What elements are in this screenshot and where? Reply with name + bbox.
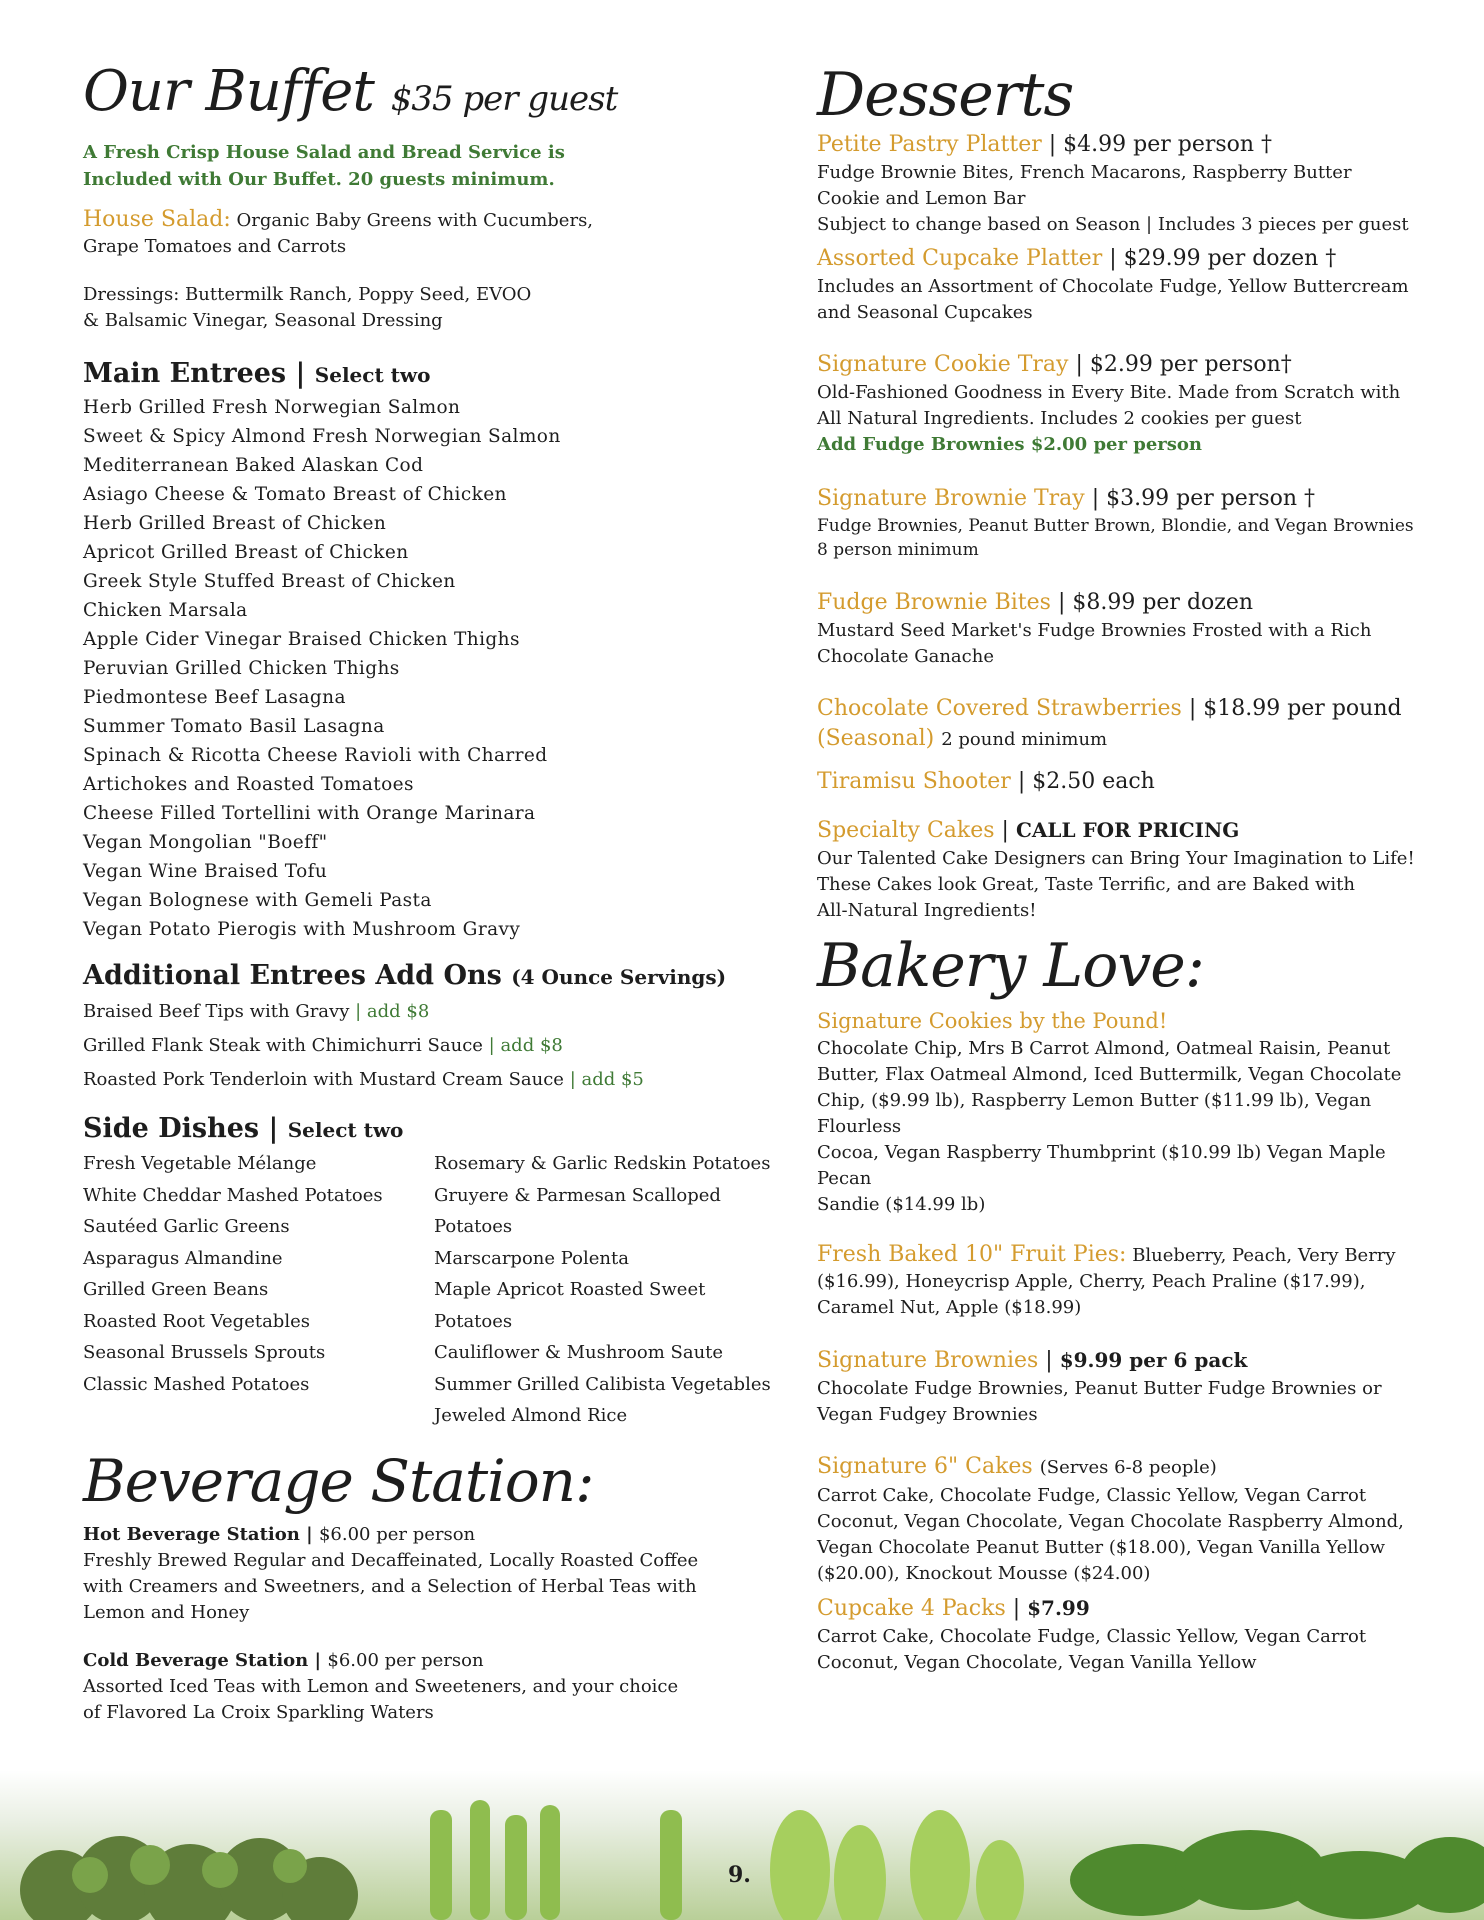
cold-beverage-price: $6.00 per person [327, 1649, 484, 1671]
side-item: Gruyere & Parmesan Scalloped [434, 1184, 721, 1206]
desc-line: Subject to change based on Season | Includes 3 pieces per guest [817, 214, 1409, 235]
item-price: CALL FOR PRICING [1015, 818, 1240, 842]
house-salad-text: Organic Baby Greens with Cucumbers, [236, 210, 594, 231]
right-column [817, 60, 1442, 1676]
signature-brownies-heading: Signature Brownies | $9.99 per 6 pack [817, 1348, 1248, 1373]
sides-title: Side Dishes [83, 1113, 260, 1144]
desc-line: Coconut, Vegan Chocolate, Vegan Vanilla Yellow [817, 1652, 1257, 1673]
cupcake-4-packs-heading: Cupcake 4 Packs | $7.99 [817, 1596, 1090, 1621]
desc-line: Butter, Flax Oatmeal Almond, Iced Buttermilk, Vegan Chocolate [817, 1064, 1402, 1085]
house-salad-text: Grape Tomatoes and Carrots [83, 236, 347, 257]
vegetables-illustration [0, 1770, 1484, 1920]
addons-title: Additional Entrees Add Ons [83, 960, 502, 991]
item-name: Chocolate Covered Strawberries [817, 696, 1182, 721]
addon-price: add $8 [500, 1035, 563, 1056]
addon-list [83, 995, 783, 1097]
desc-line: Carrot Cake, Chocolate Fudge, Classic Yellow, Vegan Carrot [817, 1485, 1367, 1506]
item-desc [817, 160, 1442, 238]
bakery-heading: Bakery Love: [817, 931, 1204, 1001]
desc-line: Vegan Fudgey Brownies [817, 1404, 1038, 1425]
buffet-price: $35 per guest [390, 79, 618, 119]
entree-item: Mediterranean Baked Alaskan Cod [83, 455, 424, 476]
item-price: $18.99 per pound [1203, 696, 1402, 721]
beverage-line: of Flavored La Croix Sparkling Waters [83, 1701, 434, 1723]
entree-list [83, 393, 783, 944]
entree-item: Peruvian Grilled Chicken Thighs [83, 658, 400, 679]
item-name: Signature 6" Cakes [817, 1454, 1033, 1479]
item-name: Tiramisu Shooter [817, 769, 1011, 794]
addon-item: Braised Beef Tips with Gravy | add $8 [83, 1001, 430, 1022]
desc-line: Chocolate Ganache [817, 646, 994, 667]
desc-line: Mustard Seed Market's Fudge Brownies Frosted with a Rich [817, 620, 1372, 641]
item-price: $2.99 per person† [1089, 352, 1292, 377]
side-item: Cauliflower & Mushroom Saute [434, 1342, 724, 1363]
main-entrees-heading: Main Entrees | Select two [83, 358, 431, 389]
side-item: Maple Apricot Roasted Sweet Potatoes [434, 1279, 706, 1332]
desc-line: and Seasonal Cupcakes [817, 302, 1033, 323]
buffet-intro-line: Included with Our Buffet. 20 guests minimum. [83, 169, 555, 190]
item-price: $29.99 per dozen † [1123, 246, 1337, 271]
side-item: Potatoes [434, 1216, 513, 1237]
desc-line: All Natural Ingredients. Includes 2 cookies per guest [817, 408, 1302, 429]
entree-item: Herb Grilled Breast of Chicken [83, 513, 387, 534]
cookie-tray-heading: Signature Cookie Tray | $2.99 per person† [817, 352, 1292, 377]
side-item: Fresh Vegetable Mélange [83, 1153, 317, 1174]
entree-item: Vegan Potato Pierogis with Mushroom Gravy [83, 919, 521, 940]
side-item: White Cheddar Mashed Potatoes [83, 1184, 383, 1206]
entree-item: Apricot Grilled Breast of Chicken [83, 542, 409, 563]
entree-item: Vegan Wine Braised Tofu [83, 861, 328, 882]
entree-item: Summer Tomato Basil Lasagna [83, 716, 385, 737]
addon-name: Roasted Pork Tenderloin with Mustard Cream Sauce [83, 1069, 564, 1090]
vegetable-footer-image [0, 1770, 1484, 1920]
item-desc [817, 846, 1442, 924]
petite-pastry-heading: Petite Pastry Platter | $4.99 per person † [817, 132, 1273, 157]
dressings-text: & Balsamic Vinegar, Seasonal Dressing [83, 310, 443, 331]
addon-item: Grilled Flank Steak with Chimichurri Sauce | add $8 [83, 1035, 563, 1056]
sides-column [83, 1148, 434, 1432]
item-desc [817, 514, 1442, 562]
item-desc [817, 1624, 1442, 1676]
item-desc [817, 618, 1442, 670]
desc-line: Includes an Assortment of Chocolate Fudge, Yellow Buttercream [817, 276, 1409, 297]
beverage-line: Assorted Iced Teas with Lemon and Sweeteners, and your choice [83, 1675, 679, 1697]
item-price: $2.50 each [1032, 769, 1155, 794]
side-item: Summer Grilled Calibista Vegetables [434, 1373, 771, 1395]
buffet-heading [83, 60, 783, 131]
addon-price: add $5 [581, 1069, 644, 1090]
hot-beverage-desc [83, 1548, 783, 1626]
main-entrees-title: Main Entrees [83, 358, 287, 389]
tiramisu-heading: Tiramisu Shooter | $2.50 each [817, 769, 1155, 794]
addon-item: Roasted Pork Tenderloin with Mustard Cream Sauce | add $5 [83, 1069, 644, 1090]
house-salad-label: House Salad: [83, 207, 231, 232]
side-item: Seasonal Brussels Sprouts [83, 1342, 326, 1363]
desc-line: ($20.00), Knockout Mousse ($24.00) [817, 1563, 1151, 1584]
signature-cakes-heading [817, 1452, 1442, 1483]
sides-heading: Side Dishes | Select two [83, 1113, 404, 1144]
desserts-heading: Desserts [817, 60, 1074, 130]
dressings-text: Dressings: Buttermilk Ranch, Poppy Seed, EVOO [83, 284, 532, 305]
side-item: Sautéed Garlic Greens [83, 1216, 290, 1237]
house-salad [83, 207, 783, 234]
desc-line: 8 person minimum [817, 540, 979, 560]
side-item: Rosemary & Garlic Redskin Potatoes [434, 1153, 771, 1174]
item-price: $3.99 per person † [1106, 486, 1316, 511]
item-name: Specialty Cakes [817, 818, 995, 843]
desc-line: Old-Fashioned Goodness in Every Bite. Made from Scratch with [817, 382, 1401, 403]
item-name: Cupcake 4 Packs [817, 1596, 1006, 1621]
page-number: 9. [728, 1862, 751, 1888]
cold-beverage-name: Cold Beverage Station [83, 1649, 309, 1671]
desc-line: Our Talented Cake Designers can Bring Your Imagination to Life! [817, 848, 1415, 869]
entree-item: Artichokes and Roasted Tomatoes [83, 774, 414, 795]
beverage-heading: Beverage Station: [83, 1446, 594, 1515]
item-name: Fudge Brownie Bites [817, 590, 1051, 615]
side-item: Grilled Green Beans [83, 1279, 269, 1300]
entree-item: Piedmontese Beef Lasagna [83, 687, 346, 708]
item-desc [817, 380, 1442, 432]
entree-item: Vegan Bolognese with Gemeli Pasta [83, 890, 432, 911]
cupcake-platter-heading: Assorted Cupcake Platter | $29.99 per dozen † [817, 246, 1337, 271]
side-item: Classic Mashed Potatoes [83, 1373, 310, 1395]
item-note: (Serves 6-8 people) [1039, 1457, 1217, 1478]
entree-item: Cheese Filled Tortellini with Orange Marinara [83, 803, 536, 824]
desc-line: Vegan Chocolate Peanut Butter ($18.00), Vegan Vanilla Yellow [817, 1537, 1386, 1558]
item-note: 2 pound minimum [941, 729, 1108, 750]
item-desc [817, 1376, 1442, 1428]
desc-line: Fudge Brownies, Peanut Butter Brown, Blondie, and Vegan Brownies [817, 516, 1414, 536]
specialty-cakes-heading: Specialty Cakes | CALL FOR PRICING [817, 818, 1240, 843]
item-name: Petite Pastry Platter [817, 132, 1042, 157]
desc-line: Coconut, Vegan Chocolate, Vegan Chocolate Raspberry Almond, [817, 1511, 1404, 1532]
item-desc [817, 1269, 1442, 1321]
entree-item: Asiago Cheese & Tomato Breast of Chicken [83, 484, 507, 505]
item-price: $7.99 [1027, 1596, 1090, 1620]
cold-beverage-title: Cold Beverage Station | $6.00 per person [83, 1649, 484, 1671]
entree-item: Vegan Mongolian "Boeff" [83, 832, 328, 853]
desc-line: Chocolate Fudge Brownies, Peanut Butter Fudge Brownies or [817, 1378, 1382, 1399]
addon-price: add $8 [366, 1001, 430, 1022]
desc-line: Chip, ($9.99 lb), Raspberry Lemon Butter ($11.99 lb), Vegan Flourless [817, 1090, 1372, 1137]
addon-name: Braised Beef Tips with Gravy [83, 1001, 350, 1022]
item-desc: Blueberry, Peach, Very Berry [1132, 1245, 1396, 1266]
fudge-bites-heading: Fudge Brownie Bites | $8.99 per dozen [817, 590, 1254, 615]
desc-line: Chocolate Chip, Mrs B Carrot Almond, Oatmeal Raisin, Peanut [817, 1038, 1391, 1059]
side-item: Roasted Root Vegetables [83, 1310, 310, 1332]
desc-line: Cocoa, Vegan Raspberry Thumbprint ($10.99 lb) Vegan Maple Pecan [817, 1142, 1386, 1189]
desc-line: Sandie ($14.99 lb) [817, 1194, 986, 1215]
side-item: Jeweled Almond Rice [434, 1405, 628, 1426]
fruit-pies [817, 1242, 1442, 1269]
sides-subtitle: Select two [287, 1118, 404, 1142]
cold-beverage-desc [83, 1674, 783, 1726]
strawberries-note [817, 724, 1442, 755]
brownie-tray-heading: Signature Brownie Tray | $3.99 per person † [817, 486, 1316, 511]
entree-item: Sweet & Spicy Almond Fresh Norwegian Salmon [83, 426, 561, 447]
addons-subtitle: (4 Ounce Servings) [511, 965, 727, 989]
desc-line: Fudge Brownie Bites, French Macarons, Raspberry Butter [817, 162, 1352, 183]
entree-item: Chicken Marsala [83, 600, 248, 621]
item-name: Signature Brownie Tray [817, 486, 1085, 511]
cookies-pound-heading: Signature Cookies by the Pound! [817, 1009, 1168, 1033]
beverage-line: Lemon and Honey [83, 1601, 250, 1623]
item-price: $4.99 per person † [1063, 132, 1273, 157]
side-item: Asparagus Almandine [83, 1247, 283, 1269]
desc-line: ($16.99), Honeycrisp Apple, Cherry, Peach Praline ($17.99), [817, 1271, 1366, 1292]
buffet-intro [83, 139, 783, 193]
entree-item: Apple Cider Vinegar Braised Chicken Thighs [83, 629, 520, 650]
item-desc [817, 274, 1442, 326]
sides-grid [83, 1148, 783, 1432]
seasonal-label: (Seasonal) [817, 726, 935, 751]
item-name: Signature Cookie Tray [817, 352, 1069, 377]
desc-line: All-Natural Ingredients! [817, 900, 1037, 921]
desc-line: Cookie and Lemon Bar [817, 188, 1026, 209]
desc-line: Caramel Nut, Apple ($18.99) [817, 1297, 1082, 1318]
left-column [83, 60, 783, 1726]
item-name: Signature Brownies [817, 1348, 1039, 1373]
item-price: $8.99 per dozen [1072, 590, 1254, 615]
item-name: Fresh Baked 10" Fruit Pies: [817, 1242, 1127, 1267]
main-entrees-subtitle: Select two [314, 363, 431, 387]
item-desc [817, 1483, 1442, 1587]
item-name: Assorted Cupcake Platter [817, 246, 1103, 271]
addon-name: Grilled Flank Steak with Chimichurri Sauce [83, 1035, 483, 1056]
item-price: $9.99 per 6 pack [1059, 1348, 1248, 1372]
sides-column [434, 1148, 783, 1432]
buffet-title: Our Buffet [83, 59, 374, 124]
buffet-intro-line: A Fresh Crisp House Salad and Bread Service is [83, 142, 565, 163]
hot-beverage-price: $6.00 per person [318, 1523, 476, 1545]
beverage-line: Freshly Brewed Regular and Decaffeinated, Locally Roasted Coffee [83, 1549, 699, 1571]
entree-item: Spinach & Ricotta Cheese Ravioli with Charred [83, 745, 548, 766]
hot-beverage-title: Hot Beverage Station | $6.00 per person [83, 1523, 476, 1545]
hot-beverage-name: Hot Beverage Station [83, 1523, 300, 1545]
item-desc [817, 1036, 1442, 1218]
cookie-addon: Add Fudge Brownies $2.00 per person [817, 434, 1202, 455]
entree-item: Herb Grilled Fresh Norwegian Salmon [83, 397, 461, 418]
strawberries-heading: Chocolate Covered Strawberries | $18.99 per pound [817, 696, 1402, 721]
desc-line: Carrot Cake, Chocolate Fudge, Classic Yellow, Vegan Carrot [817, 1626, 1367, 1647]
entree-item: Greek Style Stuffed Breast of Chicken [83, 571, 456, 592]
side-item: Marscarpone Polenta [434, 1247, 629, 1269]
desc-line: These Cakes look Great, Taste Terrific, and are Baked with [817, 874, 1355, 895]
beverage-line: with Creamers and Sweetners, and a Selection of Herbal Teas with [83, 1575, 697, 1597]
addons-heading [83, 958, 783, 995]
